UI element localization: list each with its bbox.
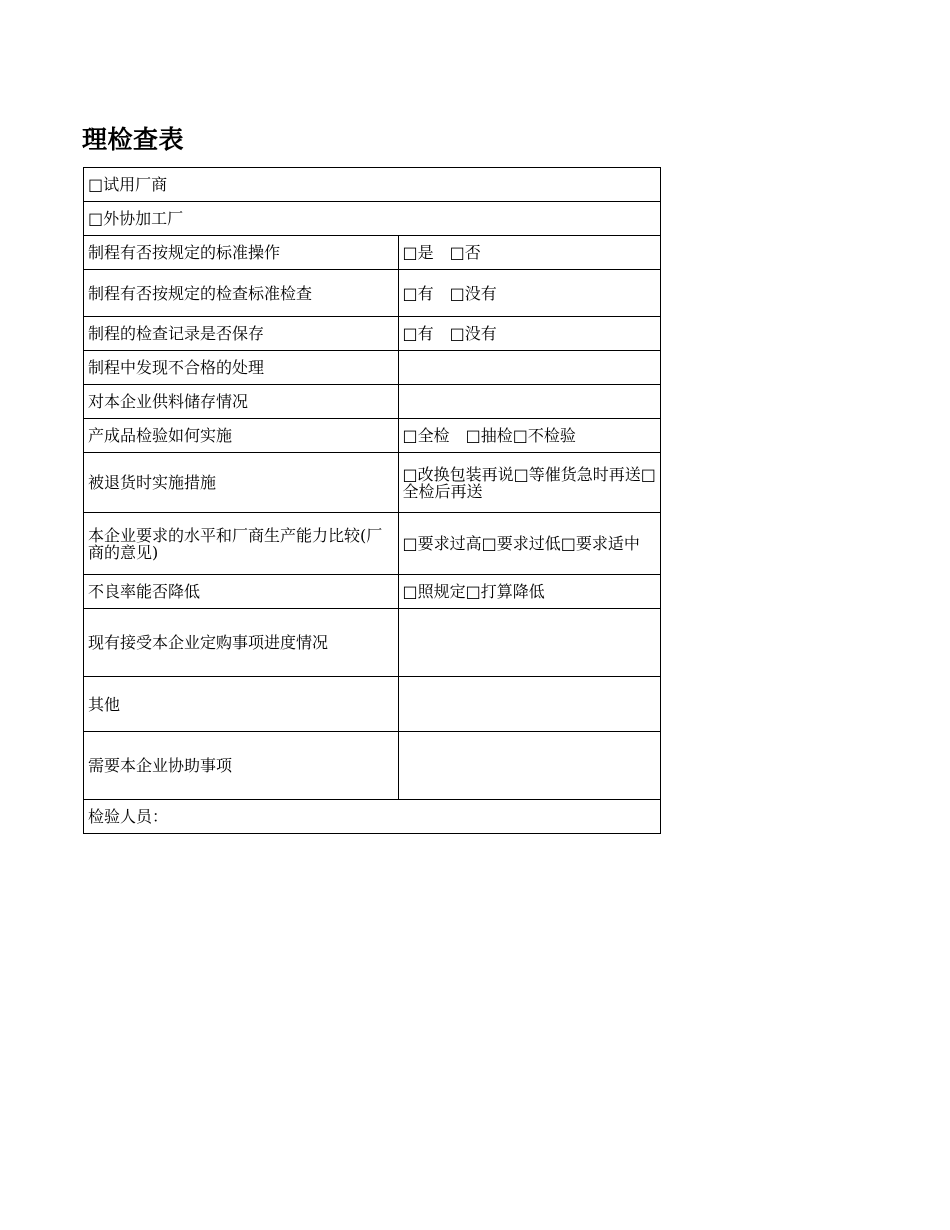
table-row [84,677,661,732]
row-label: □试用厂商 [84,168,661,202]
row-label: 被退货时实施措施 [84,453,399,513]
row-value[interactable]: □要求过高□要求过低□要求适中 [398,513,660,575]
row-value[interactable]: □有 □没有 [398,270,660,317]
table-row [84,202,661,236]
table-row [84,732,661,800]
row-value[interactable]: □有 □没有 [398,317,660,351]
table-row [84,513,661,575]
row-label: □外协加工厂 [84,202,661,236]
row-value[interactable] [398,732,660,800]
row-label: 检验人员： [84,800,661,834]
form-table-body [84,168,661,834]
inspection-form-table [83,167,661,834]
row-label: 现有接受本企业定购事项进度情况 [84,609,399,677]
page-title: 理检查表 [82,125,185,154]
row-label: 对本企业供料储存情况 [84,385,399,419]
table-row [84,800,661,834]
row-value[interactable] [398,385,660,419]
row-label: 本企业要求的水平和厂商生产能力比较(厂商的意见) [84,513,399,575]
row-value[interactable]: □全检 □抽检□不检验 [398,419,660,453]
row-value[interactable] [398,609,660,677]
table-row [84,270,661,317]
table-row [84,236,661,270]
table-row [84,453,661,513]
row-value[interactable]: □是 □否 [398,236,660,270]
table-row [84,385,661,419]
table-row [84,419,661,453]
table-row [84,575,661,609]
row-value[interactable]: □改换包装再说□等催货急时再送□全检后再送 [398,453,660,513]
table-row [84,609,661,677]
row-label: 制程的检查记录是否保存 [84,317,399,351]
row-label: 制程有否按规定的检查标准检查 [84,270,399,317]
row-label: 不良率能否降低 [84,575,399,609]
row-label: 制程有否按规定的标准操作 [84,236,399,270]
row-value[interactable] [398,351,660,385]
table-row [84,317,661,351]
table-row [84,351,661,385]
row-label: 其他 [84,677,399,732]
row-value[interactable] [398,677,660,732]
row-label: 产成品检验如何实施 [84,419,399,453]
row-label: 需要本企业协助事项 [84,732,399,800]
row-label: 制程中发现不合格的处理 [84,351,399,385]
row-value[interactable]: □照规定□打算降低 [398,575,660,609]
table-row [84,168,661,202]
